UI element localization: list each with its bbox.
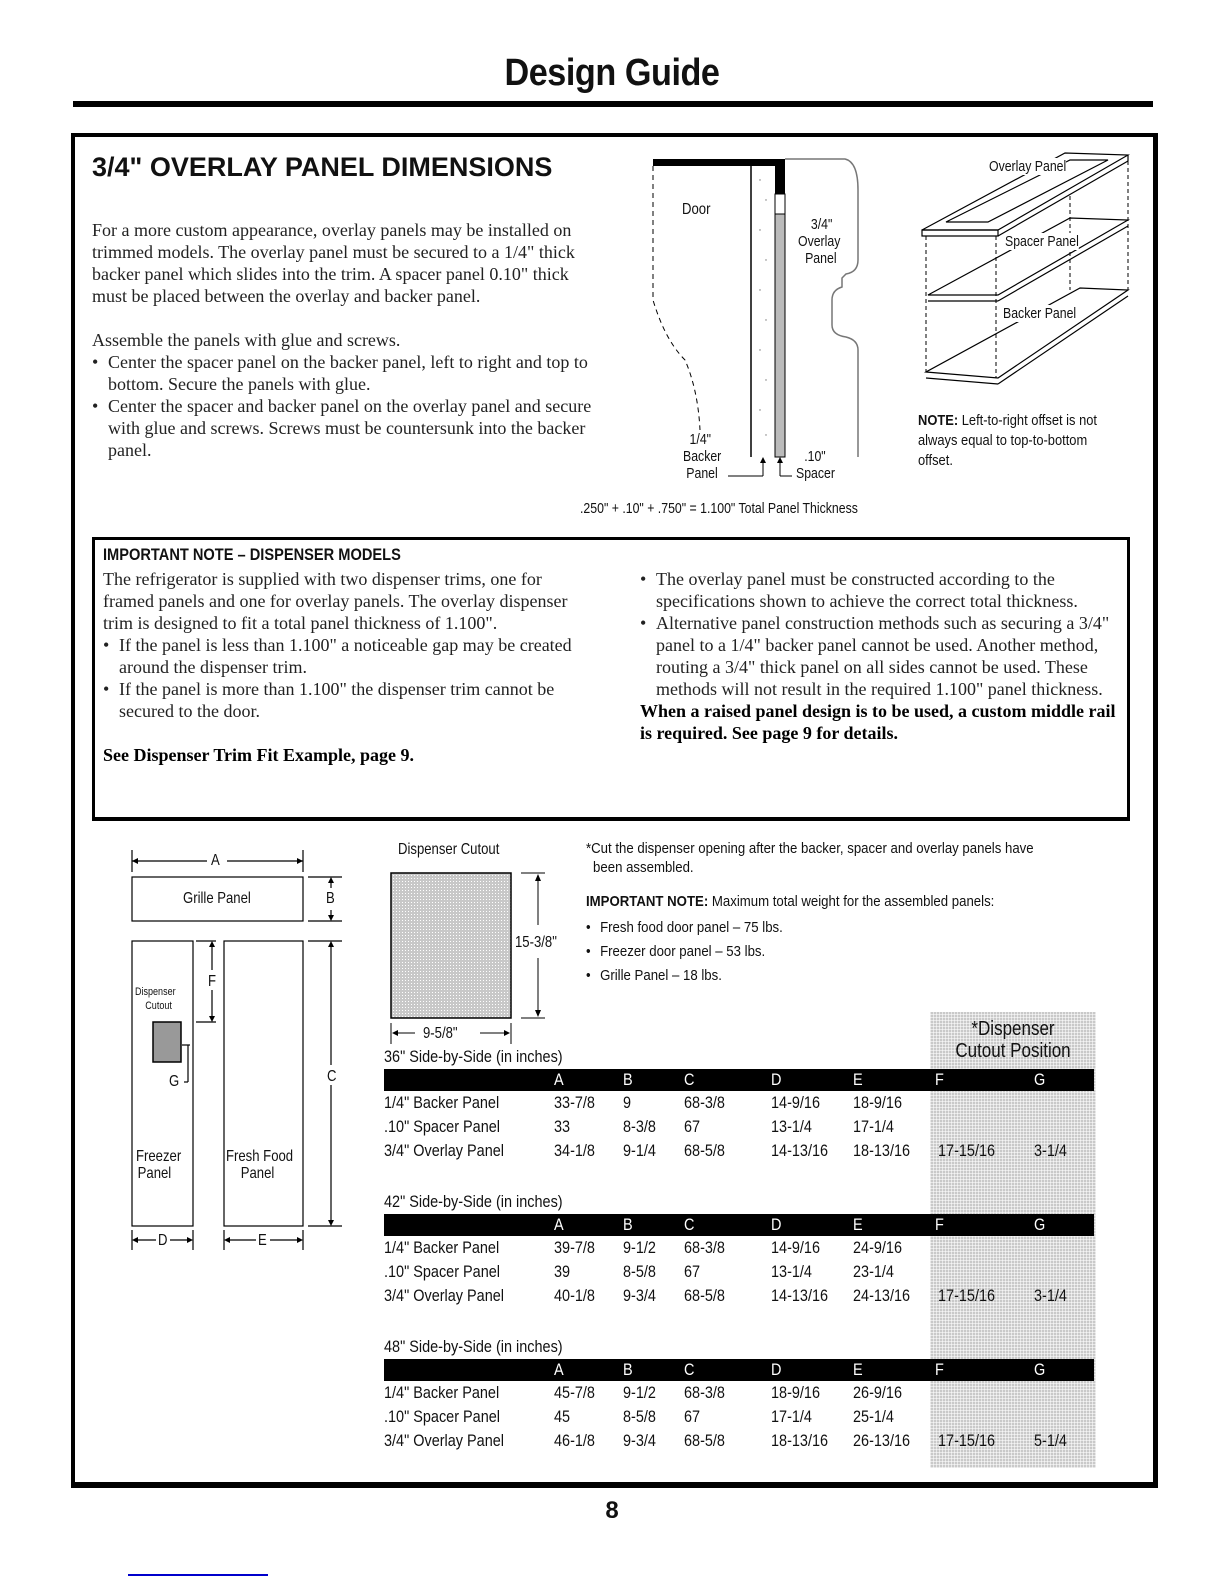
table-header-row: A B C D E F G (384, 1214, 1094, 1236)
dimension-d-label: D (158, 1232, 168, 1249)
table-42-inch (384, 1192, 1094, 1308)
dispenser-cutout-label: Dispenser Cutout (135, 986, 176, 1012)
raised-panel-note: When a raised panel design is to be used, a custom middle rail is required. See page 9 for details. (640, 701, 1116, 743)
door-label: Door (682, 201, 711, 218)
cross-section-drawing (620, 150, 900, 500)
assembly-lead: Assemble the panels with glue and screws. (92, 330, 401, 350)
spacer-panel-label: Spacer Panel (1005, 233, 1079, 250)
important-note-left-column (103, 568, 578, 766)
dimension-e-label: E (258, 1232, 267, 1249)
assembly-bullet: • Center the spacer and backer panel on the overlay panel and secure with glue and screws. Screws must be countersunk into the backer panel. (92, 395, 592, 461)
note-text: Left-to-right offset is not always equal to top-to-bottom offset. (918, 412, 1098, 469)
important-note-right-column (640, 568, 1125, 744)
table-row: 3/4" Overlay Panel 34-1/8 9-1/4 68-5/8 14-13/16 18-13/16 17-15/16 3-1/4 (384, 1141, 1067, 1160)
table-row: 3/4" Overlay Panel 46-1/8 9-3/4 68-5/8 18-13/16 26-13/16 17-15/16 5-1/4 (384, 1431, 1067, 1450)
weight-item: • Fresh food door panel – 75 lbs. (586, 916, 1061, 940)
important-note-heading: IMPORTANT NOTE – DISPENSER MODELS (103, 545, 401, 564)
section-title: 3/4" OVERLAY PANEL DIMENSIONS (92, 152, 553, 182)
table-row: .10" Spacer Panel 45 8-5/8 67 17-1/4 25-1/4 (384, 1407, 894, 1426)
exploded-panel-diagram (890, 150, 1130, 390)
cutout-height-label: 15-3/8" (515, 934, 557, 951)
dispenser-cutout-title: Dispenser Cutout (398, 841, 500, 858)
backer-label: 1/4" Backer Panel (683, 431, 722, 482)
table-row: .10" Spacer Panel 33 8-3/8 67 13-1/4 17-1/4 (384, 1117, 894, 1136)
spacer-label: .10" Spacer (796, 448, 835, 482)
table-header-row: A B C D E F G (384, 1069, 1094, 1091)
note-bullet: • The overlay panel must be constructed according to the specifications shown to achieve the correct total thickness. (640, 568, 1125, 612)
cutout-width-label: 9-5/8" (423, 1025, 458, 1042)
dimension-g-label: G (169, 1073, 180, 1090)
note-label: NOTE: (918, 412, 959, 429)
note-bullet: • If the panel is more than 1.100" the dispenser trim cannot be secured to the door. (103, 678, 578, 722)
dimension-c-label: C (327, 1068, 337, 1085)
note-bullet: • If the panel is less than 1.100" a noticeable gap may be created around the dispenser trim. (103, 634, 578, 678)
note-reference-link: See Dispenser Trim Fit Example, page 9. (103, 745, 414, 765)
dimension-a-label: A (211, 852, 220, 869)
table-row: 3/4" Overlay Panel 40-1/8 9-3/4 68-5/8 14-13/16 24-13/16 17-15/16 3-1/4 (384, 1286, 1067, 1305)
dimension-f-label: F (208, 973, 217, 990)
table-row: 1/4" Backer Panel 39-7/8 9-1/2 68-3/8 14-9/16 24-9/16 (384, 1238, 903, 1257)
assembly-bullet: • Center the spacer panel on the backer panel, left to right and top to bottom. Secure the panels with glue. (92, 351, 592, 395)
thickness-formula: .250" + .10" + .750" = 1.100" Total Panel Thickness (580, 500, 858, 517)
cross-section-diagram (620, 150, 900, 500)
weight-item: • Grille Panel – 18 lbs. (586, 964, 1061, 988)
cut-note: *Cut the dispenser opening after the backer, spacer and overlay panels have been assembled. (586, 840, 1034, 876)
page-number: 8 (605, 1497, 619, 1524)
overlay-label: 3/4" Overlay Panel (798, 216, 841, 267)
fresh-food-panel-label: Fresh Food Panel (226, 1148, 294, 1182)
table-header-row: A B C D E F G (384, 1359, 1094, 1381)
table-row: 1/4" Backer Panel 33-7/8 9 68-3/8 14-9/16 18-9/16 (384, 1093, 903, 1112)
exploded-drawing (890, 150, 1130, 390)
table-row: 1/4" Backer Panel 45-7/8 9-1/2 68-3/8 18-9/16 26-9/16 (384, 1383, 903, 1402)
table-48-inch (384, 1337, 1094, 1453)
table-36-inch (384, 1047, 1094, 1163)
table-caption: 36" Side-by-Side (in inches) (384, 1047, 563, 1066)
backer-panel-label: Backer Panel (1003, 305, 1077, 322)
footer-link-underline[interactable] (128, 1574, 268, 1576)
cutout-position-header: *Dispenser Cutout Position (955, 1018, 1071, 1062)
intro-text (92, 219, 592, 461)
weight-note-label: IMPORTANT NOTE: (586, 893, 709, 910)
intro-paragraph: For a more custom appearance, overlay panels may be installed on trimmed models. The overlay panel must be secured to a 1/4" thick backer panel which slides into the trim. A spacer panel 0.10" thick must be placed between the overlay and backer panel. (92, 220, 575, 306)
panel-layout-diagram (110, 830, 370, 1250)
title-rule (73, 101, 1153, 107)
overlay-panel-label: Overlay Panel (989, 158, 1067, 175)
table-caption: 48" Side-by-Side (in inches) (384, 1337, 563, 1356)
table-caption: 42" Side-by-Side (in inches) (384, 1192, 563, 1211)
freezer-panel-label: Freezer Panel (136, 1148, 182, 1182)
weight-note (586, 892, 1061, 988)
note-bullet: • Alternative panel construction methods such as securing a 3/4" panel to a 1/4" backer panel cannot be used. Another method, routing a 3/4" thick panel on all sides cannot be used. These methods will not result in the required 1.100" panel thickness. (640, 612, 1125, 700)
table-row: .10" Spacer Panel 39 8-5/8 67 13-1/4 23-1/4 (384, 1262, 894, 1281)
weight-note-text: Maximum total weight for the assembled panels: (708, 893, 995, 910)
offset-note (918, 411, 1116, 471)
dimension-b-label: B (326, 890, 335, 907)
page-title: Design Guide (504, 52, 720, 94)
grille-panel-label: Grille Panel (183, 890, 251, 907)
note-paragraph: The refrigerator is supplied with two dispenser trims, one for framed panels and one for overlay panels. The overlay dispenser trim is designed to fit a total panel thickness of 1.100". (103, 569, 568, 633)
dispenser-cutout-diagram (375, 830, 575, 1050)
weight-item: • Freezer door panel – 53 lbs. (586, 940, 1061, 964)
